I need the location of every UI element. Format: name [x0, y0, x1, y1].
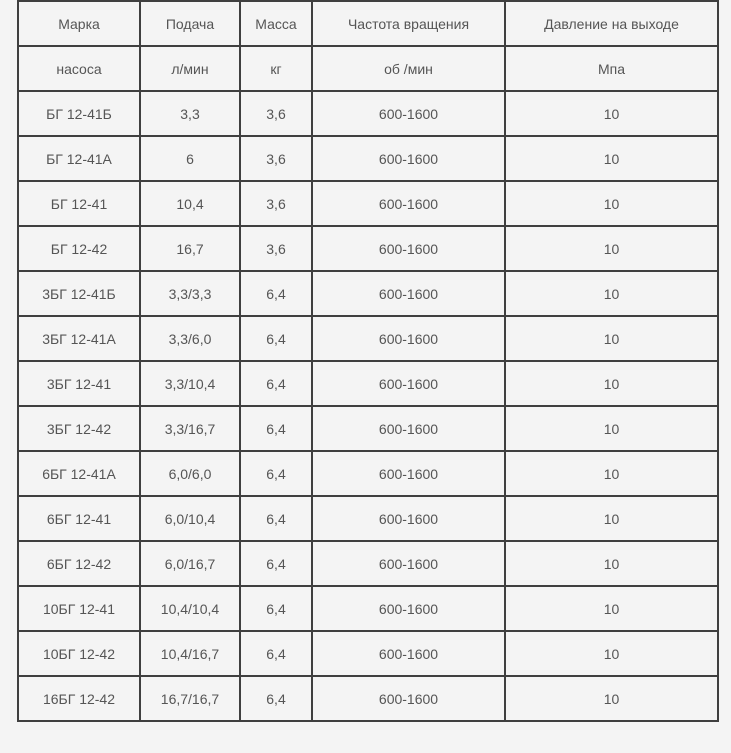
- rotation-speed-cell: 600-1600: [312, 136, 505, 181]
- flow-rate-cell: 3,3/3,3: [140, 271, 240, 316]
- mass-cell: 6,4: [240, 631, 312, 676]
- pump-model-cell: 3БГ 12-42: [18, 406, 140, 451]
- pump-model-cell: 3БГ 12-41А: [18, 316, 140, 361]
- outlet-pressure-cell: 10: [505, 271, 718, 316]
- flow-rate-cell: 3,3/10,4: [140, 361, 240, 406]
- header-row: [18, 46, 718, 91]
- table-row: [18, 181, 718, 226]
- mass-cell: 6,4: [240, 271, 312, 316]
- table-row: [18, 586, 718, 631]
- flow-rate-cell: 3,3/6,0: [140, 316, 240, 361]
- flow-rate-cell: 6,0/10,4: [140, 496, 240, 541]
- mass-cell: 3,6: [240, 136, 312, 181]
- flow-rate-cell: 16,7: [140, 226, 240, 271]
- outlet-pressure-cell: 10: [505, 406, 718, 451]
- rotation-speed-cell: 600-1600: [312, 406, 505, 451]
- table-row: [18, 271, 718, 316]
- table-row: [18, 631, 718, 676]
- mass-cell: 3,6: [240, 91, 312, 136]
- outlet-pressure-cell: 10: [505, 451, 718, 496]
- outlet-pressure-cell: Мпа: [505, 46, 718, 91]
- pump-model-cell: БГ 12-42: [18, 226, 140, 271]
- outlet-pressure-cell: 10: [505, 496, 718, 541]
- outlet-pressure-cell: 10: [505, 226, 718, 271]
- mass-cell: 6,4: [240, 361, 312, 406]
- rotation-speed-cell: 600-1600: [312, 496, 505, 541]
- table-row: [18, 136, 718, 181]
- mass-cell: Масса: [240, 1, 312, 46]
- outlet-pressure-cell: 10: [505, 181, 718, 226]
- pump-model-cell: 16БГ 12-42: [18, 676, 140, 721]
- pump-model-cell: БГ 12-41: [18, 181, 140, 226]
- mass-cell: 6,4: [240, 496, 312, 541]
- flow-rate-cell: л/мин: [140, 46, 240, 91]
- flow-rate-cell: 10,4: [140, 181, 240, 226]
- pump-model-cell: БГ 12-41Б: [18, 91, 140, 136]
- mass-cell: 6,4: [240, 406, 312, 451]
- pump-specs-table-body: [18, 1, 718, 721]
- rotation-speed-cell: 600-1600: [312, 676, 505, 721]
- outlet-pressure-cell: 10: [505, 91, 718, 136]
- flow-rate-cell: Подача: [140, 1, 240, 46]
- pump-model-cell: насоса: [18, 46, 140, 91]
- pump-model-cell: 3БГ 12-41: [18, 361, 140, 406]
- outlet-pressure-cell: Давление на выходе: [505, 1, 718, 46]
- outlet-pressure-cell: 10: [505, 541, 718, 586]
- flow-rate-cell: 16,7/16,7: [140, 676, 240, 721]
- mass-cell: 6,4: [240, 316, 312, 361]
- table-row: [18, 496, 718, 541]
- outlet-pressure-cell: 10: [505, 316, 718, 361]
- rotation-speed-cell: 600-1600: [312, 91, 505, 136]
- pump-specs-table: [17, 0, 719, 722]
- rotation-speed-cell: 600-1600: [312, 226, 505, 271]
- rotation-speed-cell: 600-1600: [312, 451, 505, 496]
- outlet-pressure-cell: 10: [505, 136, 718, 181]
- table-row: [18, 316, 718, 361]
- mass-cell: 3,6: [240, 181, 312, 226]
- pump-model-cell: 10БГ 12-41: [18, 586, 140, 631]
- table-row: [18, 406, 718, 451]
- mass-cell: 3,6: [240, 226, 312, 271]
- pump-model-cell: 6БГ 12-41А: [18, 451, 140, 496]
- pump-model-cell: 10БГ 12-42: [18, 631, 140, 676]
- flow-rate-cell: 10,4/16,7: [140, 631, 240, 676]
- table-row: [18, 541, 718, 586]
- flow-rate-cell: 3,3/16,7: [140, 406, 240, 451]
- pump-model-cell: 6БГ 12-42: [18, 541, 140, 586]
- flow-rate-cell: 6: [140, 136, 240, 181]
- rotation-speed-cell: 600-1600: [312, 361, 505, 406]
- outlet-pressure-cell: 10: [505, 631, 718, 676]
- rotation-speed-cell: об /мин: [312, 46, 505, 91]
- outlet-pressure-cell: 10: [505, 361, 718, 406]
- mass-cell: 6,4: [240, 586, 312, 631]
- table-row: [18, 226, 718, 271]
- rotation-speed-cell: Частота вращения: [312, 1, 505, 46]
- table-row: [18, 451, 718, 496]
- rotation-speed-cell: 600-1600: [312, 316, 505, 361]
- mass-cell: кг: [240, 46, 312, 91]
- table-row: [18, 676, 718, 721]
- pump-model-cell: 3БГ 12-41Б: [18, 271, 140, 316]
- rotation-speed-cell: 600-1600: [312, 271, 505, 316]
- flow-rate-cell: 6,0/16,7: [140, 541, 240, 586]
- mass-cell: 6,4: [240, 541, 312, 586]
- outlet-pressure-cell: 10: [505, 676, 718, 721]
- mass-cell: 6,4: [240, 451, 312, 496]
- pump-model-cell: БГ 12-41А: [18, 136, 140, 181]
- rotation-speed-cell: 600-1600: [312, 541, 505, 586]
- table-row: [18, 361, 718, 406]
- flow-rate-cell: 3,3: [140, 91, 240, 136]
- pump-model-cell: Марка: [18, 1, 140, 46]
- table-row: [18, 91, 718, 136]
- header-row: [18, 1, 718, 46]
- flow-rate-cell: 10,4/10,4: [140, 586, 240, 631]
- pump-specs-table-wrapper: [17, 0, 719, 722]
- pump-model-cell: 6БГ 12-41: [18, 496, 140, 541]
- mass-cell: 6,4: [240, 676, 312, 721]
- flow-rate-cell: 6,0/6,0: [140, 451, 240, 496]
- rotation-speed-cell: 600-1600: [312, 181, 505, 226]
- rotation-speed-cell: 600-1600: [312, 631, 505, 676]
- rotation-speed-cell: 600-1600: [312, 586, 505, 631]
- outlet-pressure-cell: 10: [505, 586, 718, 631]
